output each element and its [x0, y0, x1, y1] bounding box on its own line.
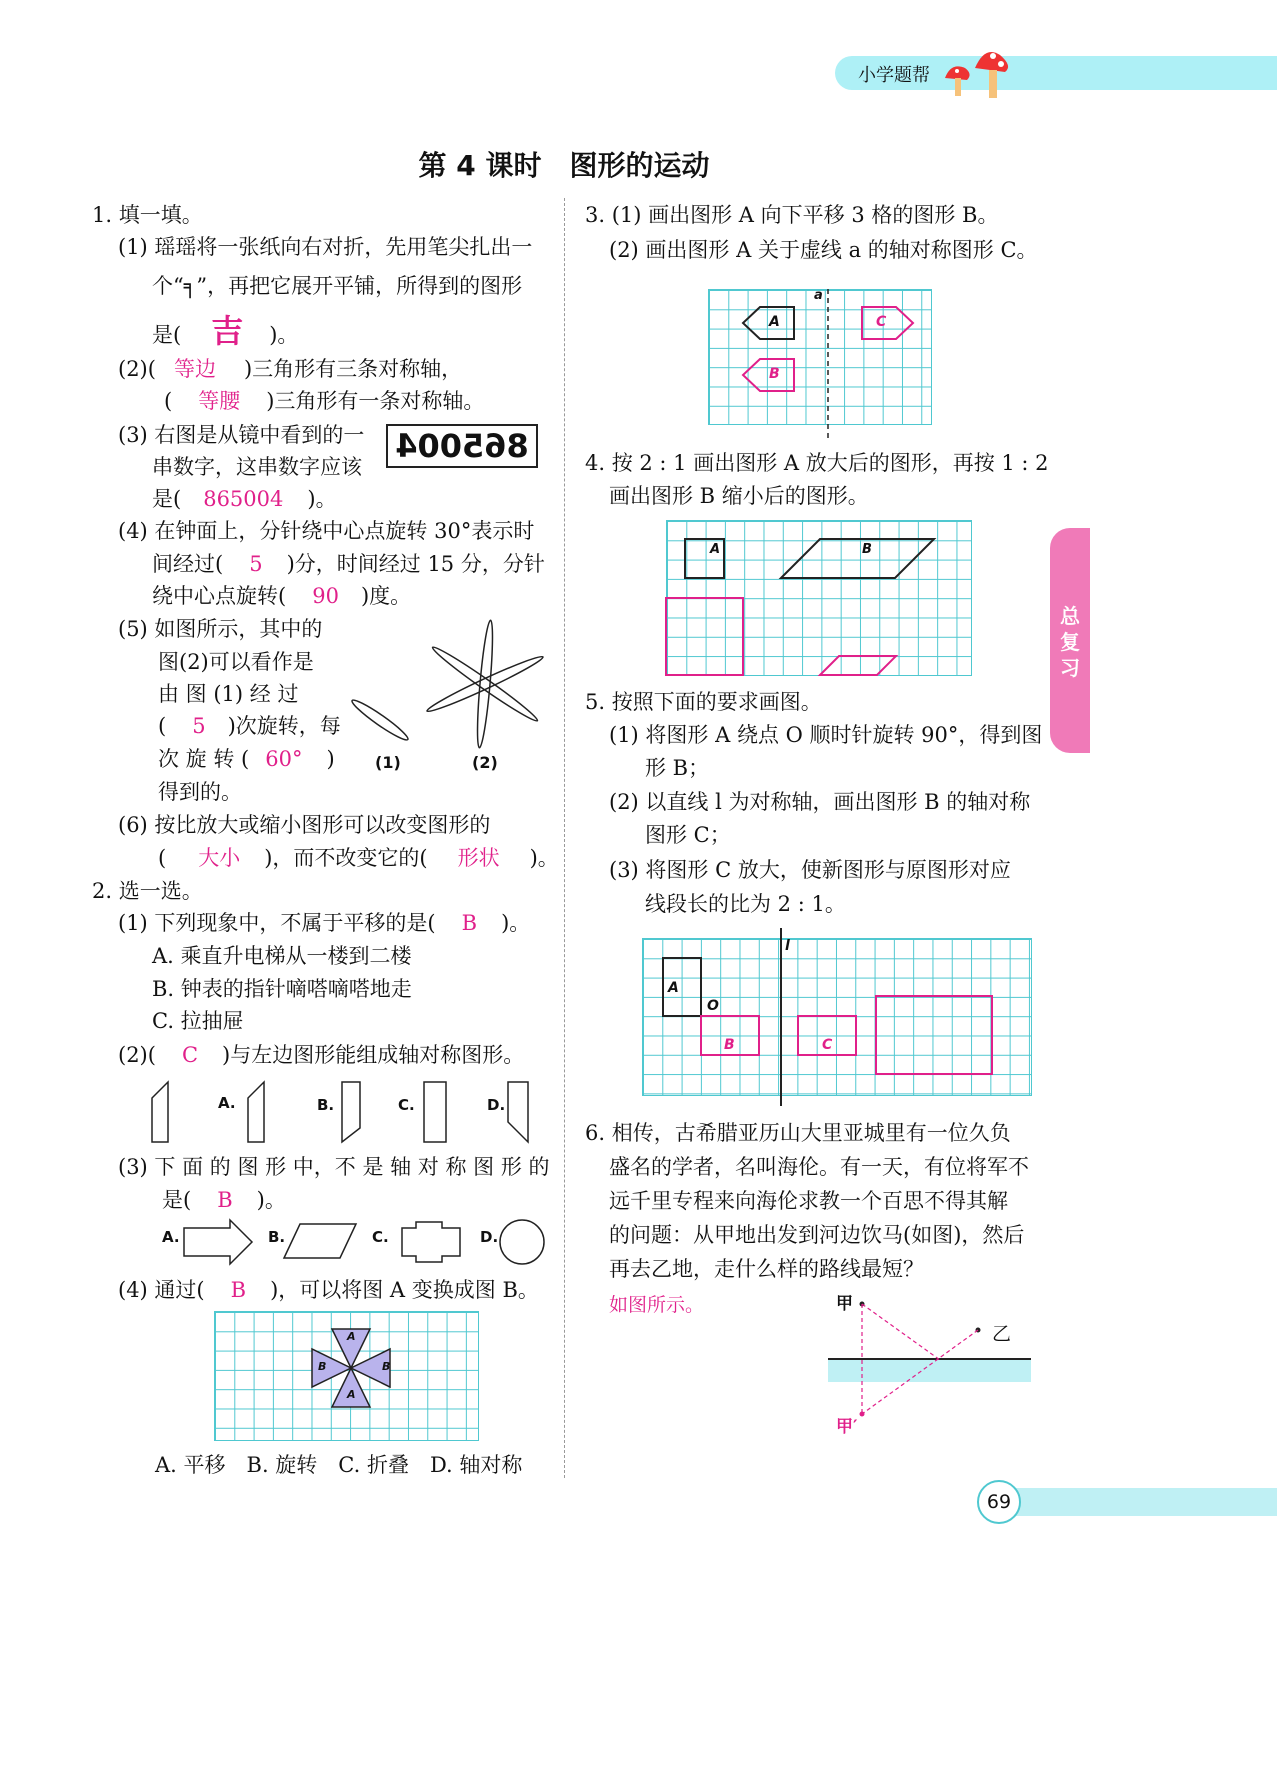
q2-p2-answer: C: [181, 1043, 199, 1067]
q6-label-jia: 甲: [836, 1294, 853, 1314]
footer-band: [995, 1488, 1277, 1516]
q1-p4-answer2: 90: [312, 584, 339, 608]
mirror-number: 865004: [395, 427, 529, 465]
q3-label-c: C: [876, 314, 887, 330]
q1-p2-answer1: 等边: [173, 357, 216, 381]
q1-p5-line3: 由 图 (1) 经 过: [158, 682, 299, 706]
q2-p4-label-b-right: B: [382, 1360, 391, 1373]
petal-figure-2: [425, 620, 545, 750]
q1-p5-line4: ( 5 )次旋转，每: [158, 714, 341, 738]
q5-label-b: B: [724, 1037, 735, 1053]
q1-p3-line1: (3) 右图是从镜中看到的一: [118, 423, 365, 447]
header-brand: 小学题帮: [858, 65, 930, 86]
q6-line4: 的问题：从甲地出发到河边饮马(如图)，然后: [609, 1223, 1025, 1247]
q1-p4-line1: (4) 在钟面上，分针绕中心点旋转 30°表示时: [118, 519, 535, 543]
q1-p2-line1: (2)( 等边 )三角形有三条对称轴，: [118, 357, 463, 381]
q1-p6-answer2: 形状: [457, 846, 500, 870]
pin-glyph: ╕: [183, 273, 197, 298]
q1-p5-answer1: 5: [192, 714, 206, 738]
q2-p1-line1: (1) 下列现象中，不属于平移的是( B )。: [118, 911, 531, 935]
q2-p2-line1: (2)( C )与左边图形能组成轴对称图形。: [118, 1043, 525, 1067]
q2-p4-label-b-left: B: [318, 1360, 327, 1373]
q2-p1-option-b: B. 钟表的指针嘀嗒嘀嗒地走: [152, 977, 412, 1001]
q1-p1-line2: 个“╕”，再把它展开平铺，所得到的图形: [152, 273, 523, 298]
q5-figure: [642, 928, 1032, 1108]
q1-p5-line6: 得到的。: [158, 780, 242, 804]
q2-p4-answer: B: [230, 1278, 247, 1302]
q2-p3-opt-a: A.: [162, 1228, 180, 1246]
q1-p3-answer: 865004: [203, 487, 284, 511]
q4-label-b: B: [862, 542, 872, 557]
q1-p5-line2: 图(2)可以看作是: [158, 650, 314, 674]
q2-label: 2. 选一选。: [92, 879, 203, 903]
q6-label-yi: 乙: [992, 1323, 1012, 1345]
q5-label-l: l: [785, 938, 790, 954]
q2-p3-opt-d: D.: [480, 1228, 499, 1246]
q6-line2: 盛名的学者，名叫海伦。有一天，有位将军不: [609, 1155, 1029, 1179]
q1-p6-line2: ( 大小 )，而不改变它的( 形状 )。: [158, 846, 559, 870]
q5-label-c: C: [822, 1037, 833, 1053]
q2-p2-shapes: [148, 1078, 538, 1148]
q1-p3-line3: 是( 865004 )。: [152, 487, 337, 511]
petal-caption-2: (2): [472, 753, 498, 772]
q5-line4: 图形 C；: [645, 823, 731, 847]
q2-p3-line2: 是( B )。: [162, 1188, 286, 1212]
q2-p3-answer: B: [217, 1188, 233, 1212]
q1-p4-answer1: 5: [249, 552, 263, 576]
q2-p3-line1: (3) 下 面 的 图 形 中，不 是 轴 对 称 图 形 的: [118, 1155, 550, 1179]
q1-p1-line1: (1) 瑶瑶将一张纸向右对折，先用笔尖扎出一: [118, 235, 533, 259]
q5-label-a: A: [668, 980, 679, 996]
q1-p5-line1: (5) 如图所示，其中的: [118, 617, 323, 641]
q5-label-o: O: [707, 998, 719, 1014]
q1-p1-answer: 吉: [211, 312, 244, 350]
q6-line1: 6. 相传，古希腊亚历山大里亚城里有一位久负: [585, 1121, 1011, 1145]
q2-p1-answer: B: [461, 911, 478, 935]
q6-line5: 再去乙地，走什么样的路线最短？: [609, 1257, 924, 1281]
q5-line2: 形 B；: [645, 756, 710, 780]
q2-p4-label-a-top: A: [347, 1330, 356, 1343]
q6-figure: [828, 1290, 1031, 1430]
q3-figure: [708, 289, 932, 449]
q2-p4-line1: (4) 通过( B )，可以将图 A 变换成图 B。: [118, 1278, 539, 1302]
mushroom-icon: [935, 40, 1015, 105]
q5-line3: (2) 以直线 l 为对称轴，画出图形 B 的轴对称: [609, 790, 1031, 814]
q1-p4-line2: 间经过( 5 )分，时间经过 15 分，分针: [152, 552, 545, 576]
petal-caption-1: (1): [375, 753, 401, 772]
q4-line1: 4. 按 2 : 1 画出图形 A 放大后的图形，再按 1 : 2: [585, 451, 1049, 475]
q1-p6-line1: (6) 按比放大或缩小图形可以改变图形的: [118, 813, 491, 837]
q1-label: 1. 填一填。: [92, 203, 203, 227]
q6-line3: 远千里专程来向海伦求教一个百思不得其解: [609, 1189, 1008, 1213]
q1-p1-line3: 是( 吉 )。: [152, 312, 299, 350]
q2-p2-opt-c: C.: [398, 1096, 415, 1114]
q4-line2: 画出图形 B 缩小后的图形。: [609, 484, 869, 508]
q3-label-a-line: a: [814, 288, 823, 303]
q4-label-a: A: [710, 542, 721, 557]
q6-label-jia-prime: 甲′: [836, 1417, 858, 1437]
q1-p5-line5: 次 旋 转 ( 60° ): [158, 747, 335, 771]
q2-p2-opt-d: D.: [487, 1096, 506, 1114]
q1-p3-line2: 串数字，这串数字应该: [152, 455, 362, 479]
q2-p1-option-a: A. 乘直升电梯从一楼到二楼: [152, 944, 412, 968]
q1-p4-line3: 绕中心点旋转( 90 )度。: [152, 584, 412, 608]
side-tab-char-2: 复: [1060, 630, 1080, 654]
q1-p2-line2: ( 等腰 )三角形有一条对称轴。: [164, 389, 485, 413]
q1-p2-answer2: 等腰: [198, 389, 241, 413]
q2-p4-choices: A. 平移 B. 旋转 C. 折叠 D. 轴对称: [155, 1453, 523, 1477]
q1-p6-answer1: 大小: [198, 846, 241, 870]
q3-line1: 3. (1) 画出图形 A 向下平移 3 格的图形 B。: [585, 203, 999, 227]
q5-line0: 5. 按照下面的要求画图。: [585, 690, 822, 714]
q2-p3-opt-c: C.: [372, 1228, 389, 1246]
q5-line6: 线段长的比为 2 : 1。: [645, 892, 846, 916]
q2-p2-opt-a: A.: [218, 1094, 236, 1112]
petal-figure-1: [350, 690, 410, 750]
q1-p5-answer2: 60°: [265, 747, 303, 771]
q2-p1-option-c: C. 拉抽屉: [152, 1009, 244, 1033]
column-divider: [564, 198, 565, 1478]
q5-line1: (1) 将图形 A 绕点 O 顺时针旋转 90°，得到图: [609, 723, 1043, 747]
q3-line2: (2) 画出图形 A 关于虚线 a 的轴对称图形 C。: [609, 238, 1038, 262]
side-tab-char-3: 习: [1060, 656, 1080, 680]
q2-p2-opt-b: B.: [317, 1096, 335, 1114]
page-number: 69: [977, 1480, 1021, 1524]
side-tab-char-1: 总: [1060, 604, 1080, 628]
q2-p3-opt-b: B.: [268, 1228, 286, 1246]
q5-line5: (3) 将图形 C 放大，使新图形与原图形对应: [609, 858, 1011, 882]
q6-answer: 如图所示。: [609, 1294, 705, 1316]
q2-p4-label-a-bottom: A: [347, 1388, 356, 1401]
q3-label-b: B: [769, 366, 780, 382]
q3-label-a: A: [769, 314, 780, 330]
page-title: 第 4 课时 图形的运动: [418, 149, 710, 182]
